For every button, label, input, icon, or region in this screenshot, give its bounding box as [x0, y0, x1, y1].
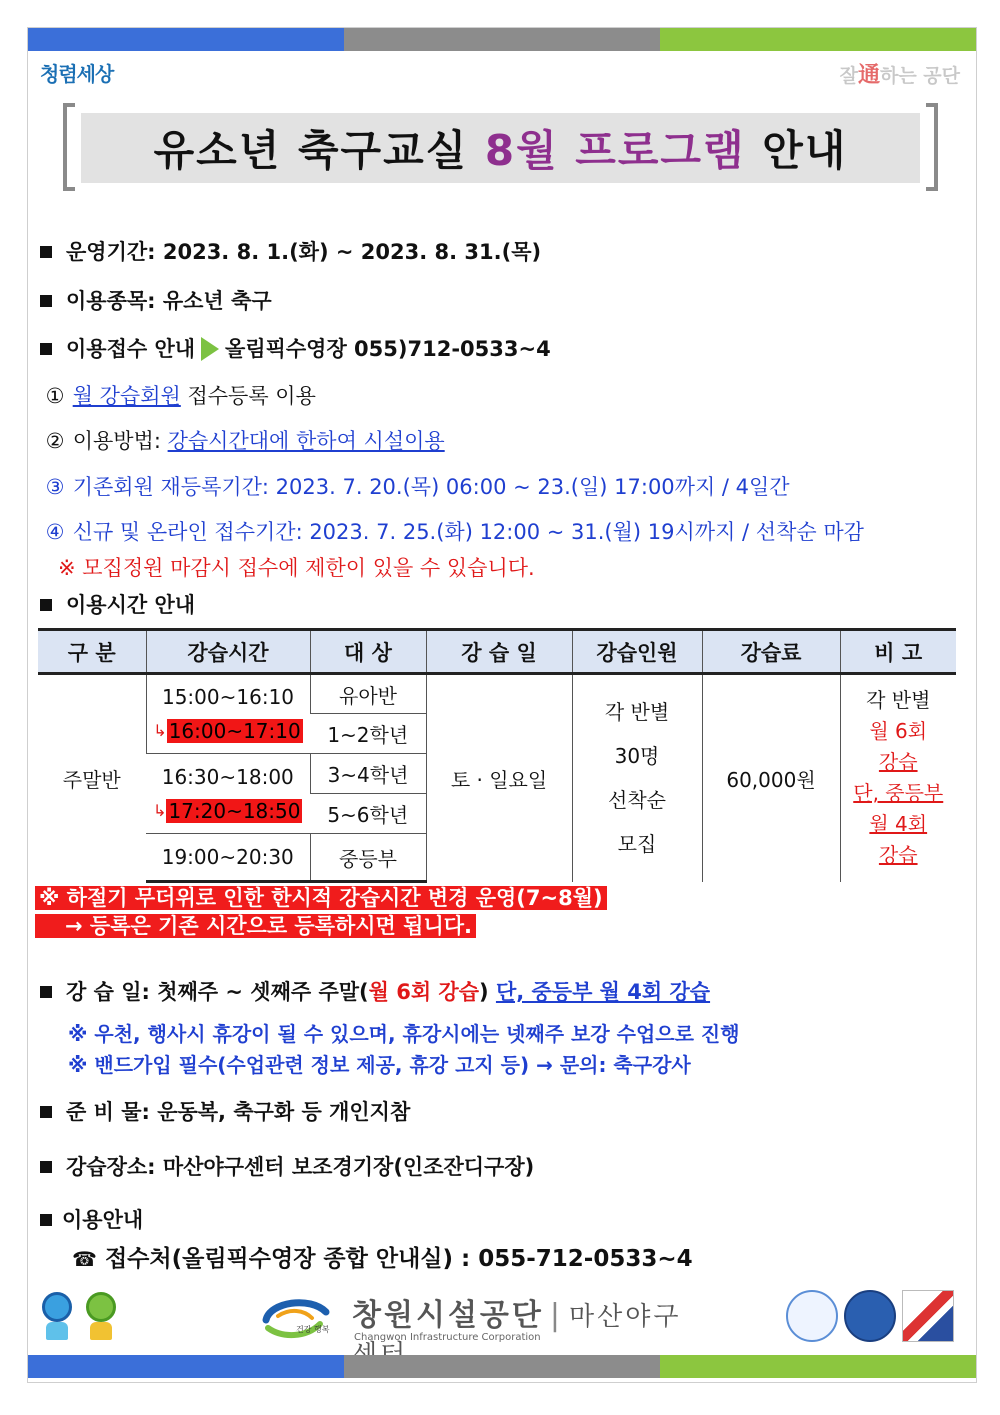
- changwon-corp-logo: 건강 행복 창원시설공단 | 마산야구 Changwon Infrastructure Corporation: [260, 1288, 700, 1348]
- info-heading: 이용안내: [40, 1204, 143, 1234]
- col-time: 강습시간: [146, 630, 310, 674]
- bullet-square-icon: [40, 343, 52, 355]
- target-cell: 유아반: [310, 674, 426, 714]
- col-target: 대 상: [310, 630, 426, 674]
- table-row: [38, 674, 956, 714]
- note-2: ※ 밴드가입 필수(수업관련 정보 제공, 휴강 고지 등) → 문의: 축구강사: [68, 1053, 691, 1077]
- col-fee: 강습료: [702, 630, 840, 674]
- reception-line: 이용접수 안내 올림픽수영장 055)712-0533~4: [40, 333, 551, 363]
- target-cell: 3~4학년: [310, 754, 426, 794]
- col-days: 강 습 일: [426, 630, 572, 674]
- mascot-blue-icon: [38, 1292, 76, 1342]
- title-banner: [63, 103, 938, 191]
- bullet-square-icon: [40, 599, 52, 611]
- division-cell: 주말반: [38, 674, 146, 882]
- certification-seal-icon: [844, 1290, 896, 1342]
- bottom-color-bar: [28, 1355, 976, 1378]
- time-cell: 15:00~16:10 ↳ 16:00~17:10: [146, 674, 310, 754]
- info-contact: ☎ 접수처(올림픽수영장 종합 안내실) : 055-712-0533~4: [72, 1246, 693, 1272]
- capacity-cell: 각 반별 30명 선착순 모집: [572, 674, 702, 882]
- target-cell: 중등부: [310, 834, 426, 882]
- schedule-table: [38, 628, 956, 883]
- time-cell: 16:30~18:00 ↳ 17:20~18:50: [146, 754, 310, 834]
- target-cell: 5~6학년: [310, 794, 426, 834]
- col-remarks: 비 고: [840, 630, 956, 674]
- mascot-green-icon: [82, 1292, 120, 1342]
- page-title: 유소년 축구교실 8월 프로그램 안내: [81, 113, 920, 183]
- remarks-cell: 각 반별 월 6회 강습 단, 중등부 월 4회 강습: [840, 674, 956, 882]
- time-cell: 19:00~20:30: [146, 834, 310, 882]
- phone-icon: ☎: [72, 1247, 97, 1271]
- supplies-line: 준 비 물: 운동복, 축구화 등 개인지참: [40, 1096, 410, 1126]
- step-4: ④ 신규 및 온라인 접수기간: 2023. 7. 25.(화) 12:00 ~ 31.(월) 19시까지 / 선착순 마감: [45, 520, 864, 544]
- bullet-square-icon: [40, 1161, 52, 1173]
- bullet-square-icon: [40, 1106, 52, 1118]
- table-header-row: [38, 630, 956, 674]
- certification-badges: [786, 1288, 956, 1344]
- col-division: 구 분: [38, 630, 146, 674]
- bullet-square-icon: [40, 246, 52, 258]
- item-line: 이용종목: 유소년 축구: [40, 285, 272, 315]
- award-mark-icon: [902, 1290, 954, 1342]
- top-color-bar: [28, 28, 976, 51]
- notice-line-1: ※ 하절기 무더위로 인한 한시적 강습시간 변경 운영(7~8월): [35, 886, 607, 910]
- days-cell: 토 · 일요일: [426, 674, 572, 882]
- clean-world-logo: 청렴세상: [40, 62, 114, 86]
- ccm-badge-icon: [786, 1290, 838, 1342]
- bullet-square-icon: [40, 986, 52, 998]
- fee-cell: 60,000원: [702, 674, 840, 882]
- step-1: ① 월 강습회원 접수등록 이용: [45, 384, 316, 408]
- lesson-day-line: 강 습 일: 첫째주 ~ 셋째주 주말(월 6회 강습) 단, 중등부 월 4회 강습: [40, 976, 710, 1006]
- mascot-characters: [38, 1292, 128, 1344]
- col-capacity: 강습인원: [572, 630, 702, 674]
- capacity-warning: ※ 모집정원 마감시 접수에 제한이 있을 수 있습니다.: [58, 556, 535, 580]
- step-2: ② 이용방법: 강습시간대에 한하여 시설이용: [45, 429, 445, 453]
- notice-line-2: → 등록은 기존 시간으로 등록하시면 됩니다.: [35, 914, 476, 938]
- bullet-square-icon: [40, 295, 52, 307]
- note-1: ※ 우천, 행사시 휴강이 될 수 있으며, 휴강시에는 넷째주 보강 수업으로 진행: [68, 1022, 740, 1046]
- schedule-heading: 이용시간 안내: [40, 589, 195, 619]
- slogan-logo: 잘通하는 공단: [839, 63, 960, 88]
- period-line: 운영기간: 2023. 8. 1.(화) ~ 2023. 8. 31.(목): [40, 236, 541, 266]
- bullet-square-icon: [40, 1214, 52, 1226]
- venue-line: 강습장소: 마산야구센터 보조경기장(인조잔디구장): [40, 1151, 534, 1181]
- target-cell: 1~2학년: [310, 714, 426, 754]
- green-arrow-icon: [201, 337, 219, 361]
- step-3: ③ 기존회원 재등록기간: 2023. 7. 20.(목) 06:00 ~ 23.(일) 17:00까지 / 4일간: [45, 475, 790, 499]
